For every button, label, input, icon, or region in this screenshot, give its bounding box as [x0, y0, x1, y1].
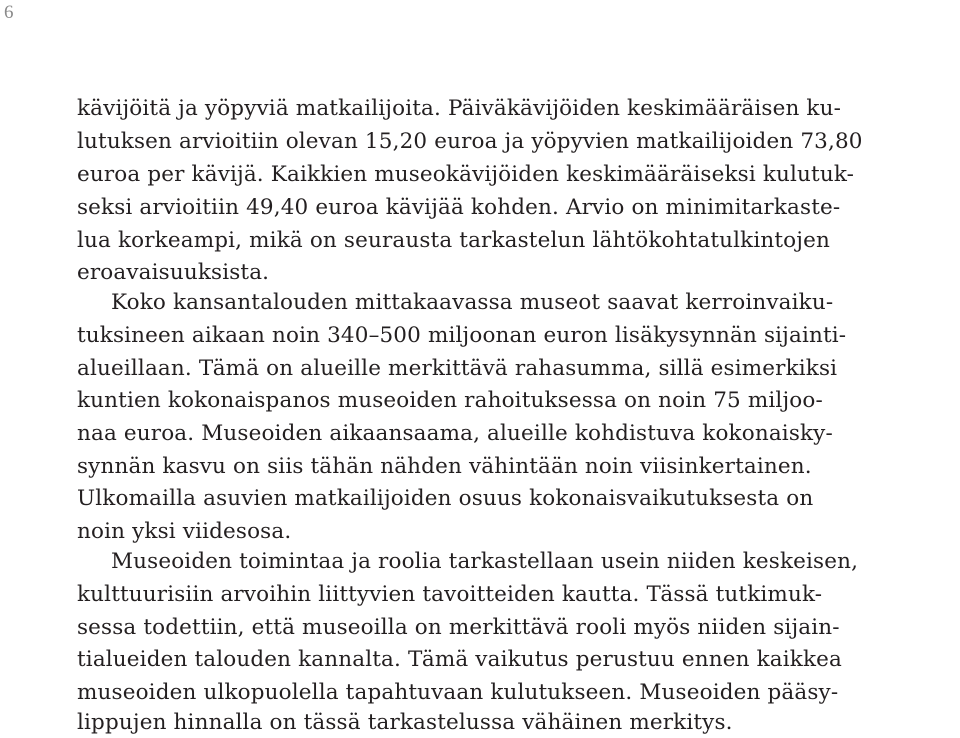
paragraph-1-line-1: kävijöitä ja yöpyviä matkailijoita. Päiväkävijöiden keskimääräisen ku-: [77, 96, 842, 121]
paragraph-2-line-8: noin yksi viidesosa.: [77, 519, 292, 544]
paragraph-3-line-4: tialueiden talouden kannalta. Tämä vaikutus perustuu ennen kaikkea: [77, 647, 842, 672]
paragraph-2-line-6: synnän kasvu on siis tähän nähden vähintään noin viisinkertainen.: [77, 454, 812, 479]
paragraph-1-line-3: euroa per kävijä. Kaikkien museokävijöiden keskimääräiseksi kulutuk-: [77, 162, 855, 187]
paragraph-2-line-1: Koko kansantalouden mittakaavassa museot saavat kerroinvaiku-: [111, 290, 834, 315]
paragraph-3-line-3: sessa todettiin, että museoilla on merkittävä rooli myös niiden sijain-: [77, 615, 840, 640]
paragraph-2-line-5: naa euroa. Museoiden aikaansaama, alueille kohdistuva kokonaisky-: [77, 421, 833, 446]
paragraph-1-line-5: lua korkeampi, mikä on seurausta tarkastelun lähtökohtatulkintojen: [77, 228, 830, 253]
paragraph-2-line-2: tuksineen aikaan noin 340–500 miljoonan euron lisäkysynnän sijainti-: [77, 323, 847, 348]
paragraph-1-line-2: lutuksen arvioitiin olevan 15,20 euroa ja yöpyvien matkailijoiden 73,80: [77, 129, 863, 154]
paragraph-2-line-4: kuntien kokonaispanos museoiden rahoituksessa on noin 75 miljoo-: [77, 388, 823, 413]
paragraph-3-line-2: kulttuurisiin arvoihin liittyvien tavoitteiden kautta. Tässä tutkimuk-: [77, 582, 823, 607]
paragraph-3-line-5: museoiden ulkopuolella tapahtuvaan kulutukseen. Museoiden pääsy-: [77, 680, 839, 705]
page-number: 6: [4, 2, 14, 23]
paragraph-3-line-6: lippujen hinnalla on tässä tarkastelussa vähäinen merkitys.: [77, 710, 733, 735]
paragraph-2-line-3: alueillaan. Tämä on alueille merkittävä rahasumma, sillä esimerkiksi: [77, 356, 838, 381]
paragraph-3-line-1: Museoiden toimintaa ja roolia tarkastellaan usein niiden keskeisen,: [111, 549, 859, 574]
paragraph-2-line-7: Ulkomailla asuvien matkailijoiden osuus kokonaisvaikutuksesta on: [77, 486, 814, 511]
paragraph-1-line-6: eroavaisuuksista.: [77, 260, 270, 285]
paragraph-1-line-4: seksi arvioitiin 49,40 euroa kävijää kohden. Arvio on minimitarkaste-: [77, 195, 841, 220]
